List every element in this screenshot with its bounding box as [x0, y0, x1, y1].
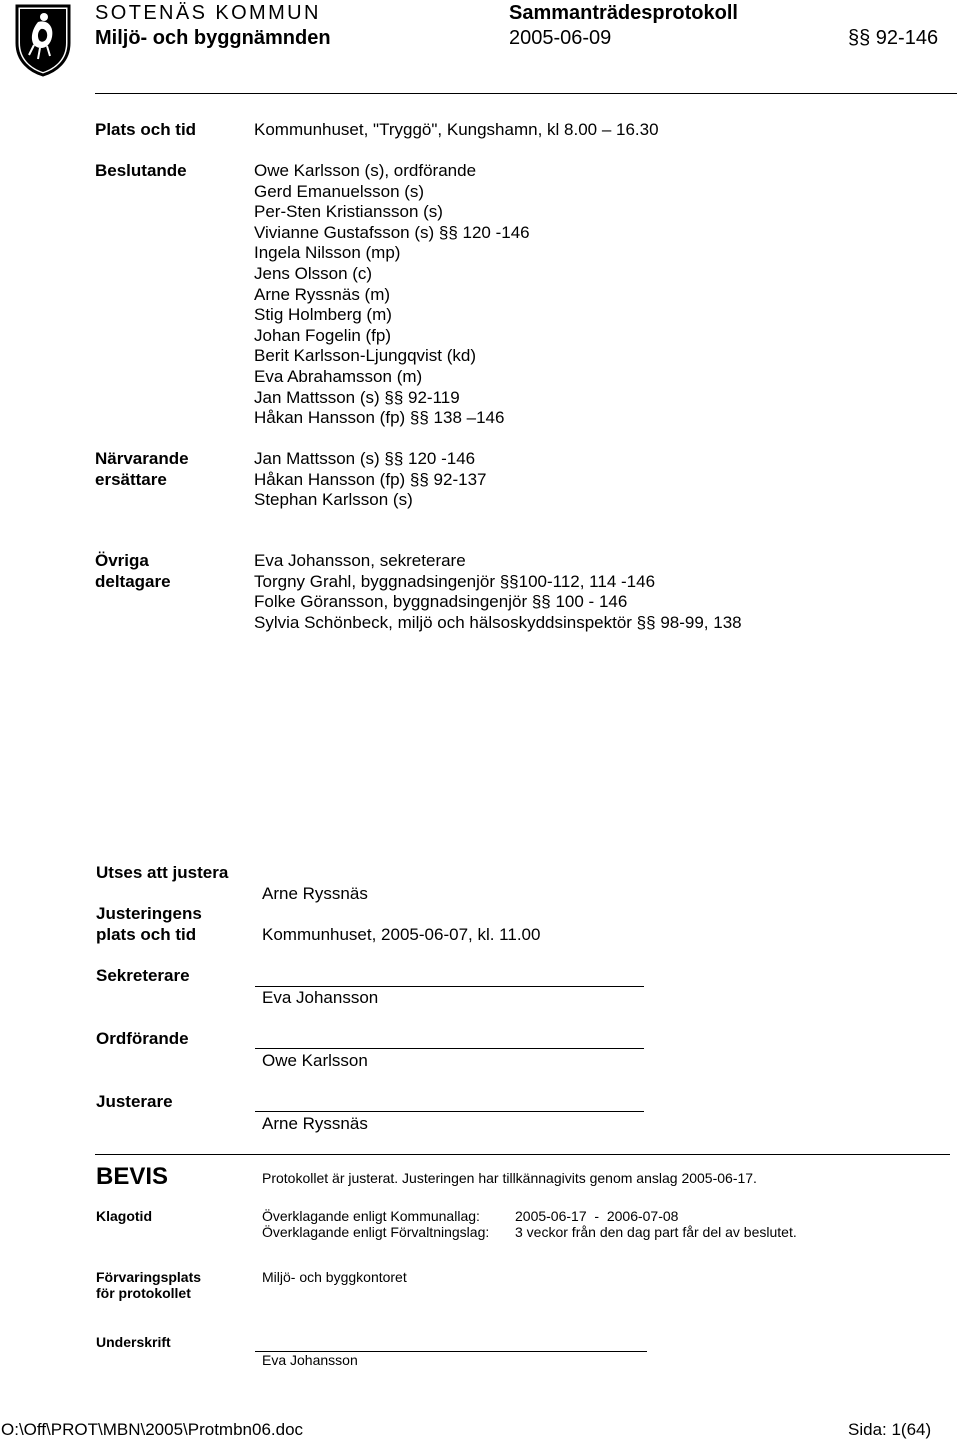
appointed-label: Utses att justera — [96, 863, 229, 882]
list-item: Jan Mattsson (s) §§ 92-119 — [254, 387, 460, 407]
list-item: Eva Abrahamsson (m) — [254, 366, 423, 386]
list-item: Eva Johansson, sekreterare — [254, 551, 466, 570]
deciding-list — [254, 161, 530, 429]
bevis-text: Protokollet är justerat. Justeringen har tillkännagivits genom anslag 2005-06-17. — [262, 1170, 757, 1186]
substitutes-label — [95, 449, 189, 490]
header-divider — [95, 93, 957, 94]
place-value: Kommunhuset, "Tryggö", Kungshamn, kl 8.00 – 16.30 — [254, 120, 659, 139]
list-item: Ingela Nilsson (mp) — [254, 243, 401, 263]
secretary-signature-line — [255, 986, 644, 987]
adjuster-name: Arne Ryssnäs — [262, 1114, 368, 1133]
list-item: Stephan Karlsson (s) — [254, 490, 413, 510]
list-item: Gerd Emanuelsson (s) — [254, 181, 425, 201]
appeal-line1-value: 2005-06-17 - 2006-07-08 — [515, 1208, 679, 1224]
others-label — [95, 551, 171, 592]
place-label: Plats och tid — [95, 120, 197, 139]
others-list — [254, 551, 742, 633]
chair-signature-line — [255, 1048, 644, 1049]
page-number: Sida: 1(64) — [848, 1420, 932, 1439]
list-item: Håkan Hansson (fp) §§ 92-137 — [254, 469, 487, 489]
file-path: O:\Off\PROT\MBN\2005\Protmbn06.doc — [1, 1420, 304, 1439]
list-item: Håkan Hansson (fp) §§ 138 –146 — [254, 408, 505, 428]
storage-label-line: för protokollet — [96, 1284, 191, 1301]
appeal-line2-value: 3 veckor från den dag part får del av beslutet. — [515, 1224, 797, 1240]
board-name: Miljö- och byggnämnden — [95, 27, 331, 49]
chair-name: Owe Karlsson — [262, 1051, 368, 1070]
bevis-title: BEVIS — [96, 1163, 169, 1190]
adjust-place-label-line: plats och tid — [96, 924, 197, 944]
signature-name: Eva Johansson — [262, 1352, 358, 1368]
list-item: Owe Karlsson (s), ordförande — [254, 161, 477, 180]
others-label-line: deltagare — [95, 571, 171, 591]
coat-of-arms-icon — [14, 3, 72, 77]
chair-label: Ordförande — [96, 1029, 189, 1048]
adjuster-signature-line — [255, 1111, 644, 1112]
substitutes-label-line: ersättare — [95, 469, 167, 489]
adjust-place-value: Kommunhuset, 2005-06-07, kl. 11.00 — [262, 925, 541, 944]
adjust-place-label-line: Justeringens — [96, 904, 202, 923]
others-label-line: Övriga — [95, 551, 149, 570]
list-item: Arne Ryssnäs (m) — [254, 284, 391, 304]
list-item: Sylvia Schönbeck, miljö och hälsoskyddsinspektör §§ 98-99, 138 — [254, 612, 742, 632]
municipality-name: SOTENÄS KOMMUN — [95, 2, 321, 24]
substitutes-list — [254, 449, 486, 511]
meeting-date: 2005-06-09 — [509, 27, 612, 49]
signature-label: Underskrift — [96, 1334, 171, 1350]
deciding-label: Beslutande — [95, 161, 187, 180]
list-item: Berit Karlsson-Ljungqvist (kd) — [254, 346, 477, 366]
list-item: Torgny Grahl, byggnadsingenjör §§100-112, 114 -146 — [254, 571, 656, 591]
list-item: Folke Göransson, byggnadsingenjör §§ 100 - 146 — [254, 592, 628, 612]
bevis-divider — [95, 1154, 950, 1155]
adjuster-label: Justerare — [96, 1092, 173, 1111]
list-item: Jan Mattsson (s) §§ 120 -146 — [254, 449, 476, 468]
appeal-label: Klagotid — [96, 1208, 152, 1224]
appeal-line1-label: Överklagande enligt Kommunallag: — [262, 1208, 480, 1224]
paragraph-range: §§ 92-146 — [848, 27, 939, 49]
appointed-value: Arne Ryssnäs — [262, 884, 368, 903]
list-item: Jens Olsson (c) — [254, 263, 373, 283]
list-item: Stig Holmberg (m) — [254, 305, 392, 325]
document-type: Sammanträdesprotokoll — [509, 2, 738, 24]
list-item: Per-Sten Kristiansson (s) — [254, 202, 443, 222]
storage-value: Miljö- och byggkontoret — [262, 1269, 407, 1285]
list-item: Johan Fogelin (fp) — [254, 325, 392, 345]
secretary-name: Eva Johansson — [262, 988, 379, 1007]
secretary-label: Sekreterare — [96, 966, 190, 985]
adjust-place-label — [96, 904, 202, 945]
storage-label — [96, 1270, 201, 1301]
storage-label-line: Förvaringsplats — [96, 1269, 202, 1285]
list-item: Vivianne Gustafsson (s) §§ 120 -146 — [254, 222, 530, 242]
appeal-line2-label: Överklagande enligt Förvaltningslag: — [262, 1224, 490, 1240]
substitutes-label-line: Närvarande — [95, 449, 189, 468]
